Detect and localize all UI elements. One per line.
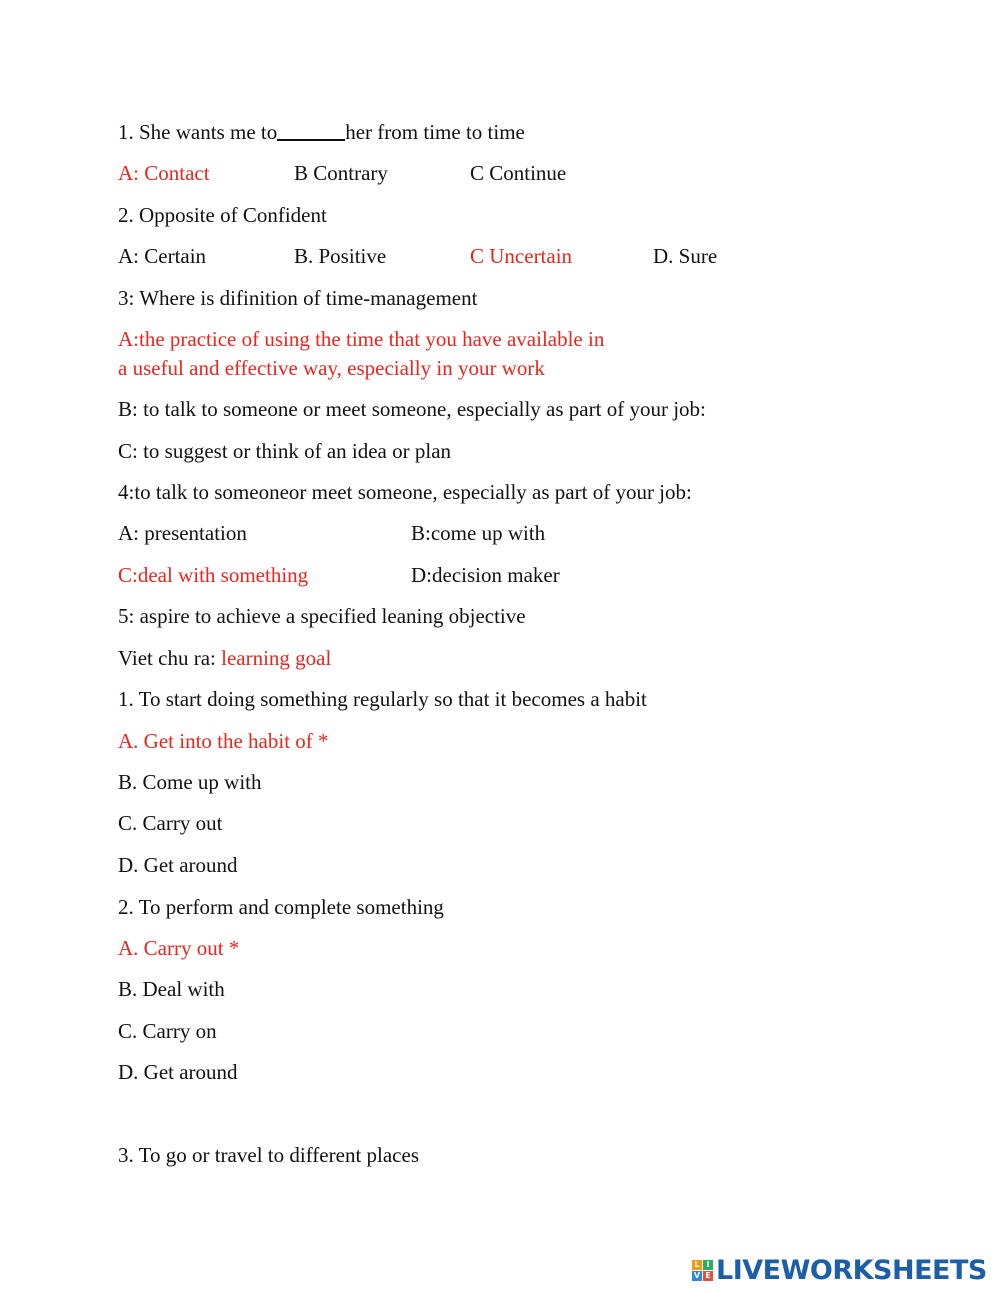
p2-option-b[interactable]: B. Deal with xyxy=(118,977,225,1001)
q3-option-a-line1[interactable]: A:the practice of using the time that you have available in xyxy=(118,327,605,351)
q1-question: 1. She wants me to her from time to time xyxy=(118,120,525,144)
q5-answer-row: Viet chu ra: learning goal xyxy=(118,646,332,670)
q3-option-b[interactable]: B: to talk to someone or meet someone, especially as part of your job: xyxy=(118,397,706,421)
q4-option-d[interactable]: D:decision maker xyxy=(411,563,560,587)
q5-answer[interactable]: learning goal xyxy=(221,646,332,670)
q2-option-c[interactable]: C Uncertain xyxy=(470,244,573,268)
q1-blank[interactable] xyxy=(277,121,345,141)
q3-question: 3: Where is difinition of time-management xyxy=(118,286,478,310)
q3-option-c[interactable]: C: to suggest or think of an idea or plan xyxy=(118,439,452,463)
p3-question: 3. To go or travel to different places xyxy=(118,1143,419,1167)
q1-option-b[interactable]: B Contrary xyxy=(294,161,388,185)
q1-option-a[interactable]: A: Contact xyxy=(118,161,210,185)
q3-option-a-line2[interactable]: a useful and effective way, especially in your work xyxy=(118,356,545,380)
q1-option-c[interactable]: C Continue xyxy=(470,161,567,185)
q4-option-c[interactable]: C:deal with something xyxy=(118,563,309,587)
logo-mark-icon: L I V E xyxy=(692,1260,713,1281)
q4-question: 4:to talk to someoneor meet someone, especially as part of your job: xyxy=(118,480,692,504)
p1-option-b[interactable]: B. Come up with xyxy=(118,770,262,794)
p1-option-c[interactable]: C. Carry out xyxy=(118,811,223,835)
liveworksheets-logo xyxy=(692,1253,992,1287)
q4-option-a[interactable]: A: presentation xyxy=(118,521,247,545)
q2-option-b[interactable]: B. Positive xyxy=(294,244,387,268)
q2-option-a[interactable]: A: Certain xyxy=(118,244,207,268)
p2-option-d[interactable]: D. Get around xyxy=(118,1060,238,1084)
p2-option-a[interactable]: A. Carry out * xyxy=(118,936,240,960)
p2-question: 2. To perform and complete something xyxy=(118,895,444,919)
q2-question: 2. Opposite of Confident xyxy=(118,203,327,227)
p1-option-a[interactable]: A. Get into the habit of * xyxy=(118,729,329,753)
q4-option-b[interactable]: B:come up with xyxy=(411,521,546,545)
p1-option-d[interactable]: D. Get around xyxy=(118,853,238,877)
p2-option-c[interactable]: C. Carry on xyxy=(118,1019,217,1043)
logo-text: LIVEWORKSHEETS xyxy=(716,1254,987,1286)
p1-question: 1. To start doing something regularly so that it becomes a habit xyxy=(118,687,647,711)
q5-question: 5: aspire to achieve a specified leaning objective xyxy=(118,604,526,628)
q2-option-d[interactable]: D. Sure xyxy=(653,244,718,268)
